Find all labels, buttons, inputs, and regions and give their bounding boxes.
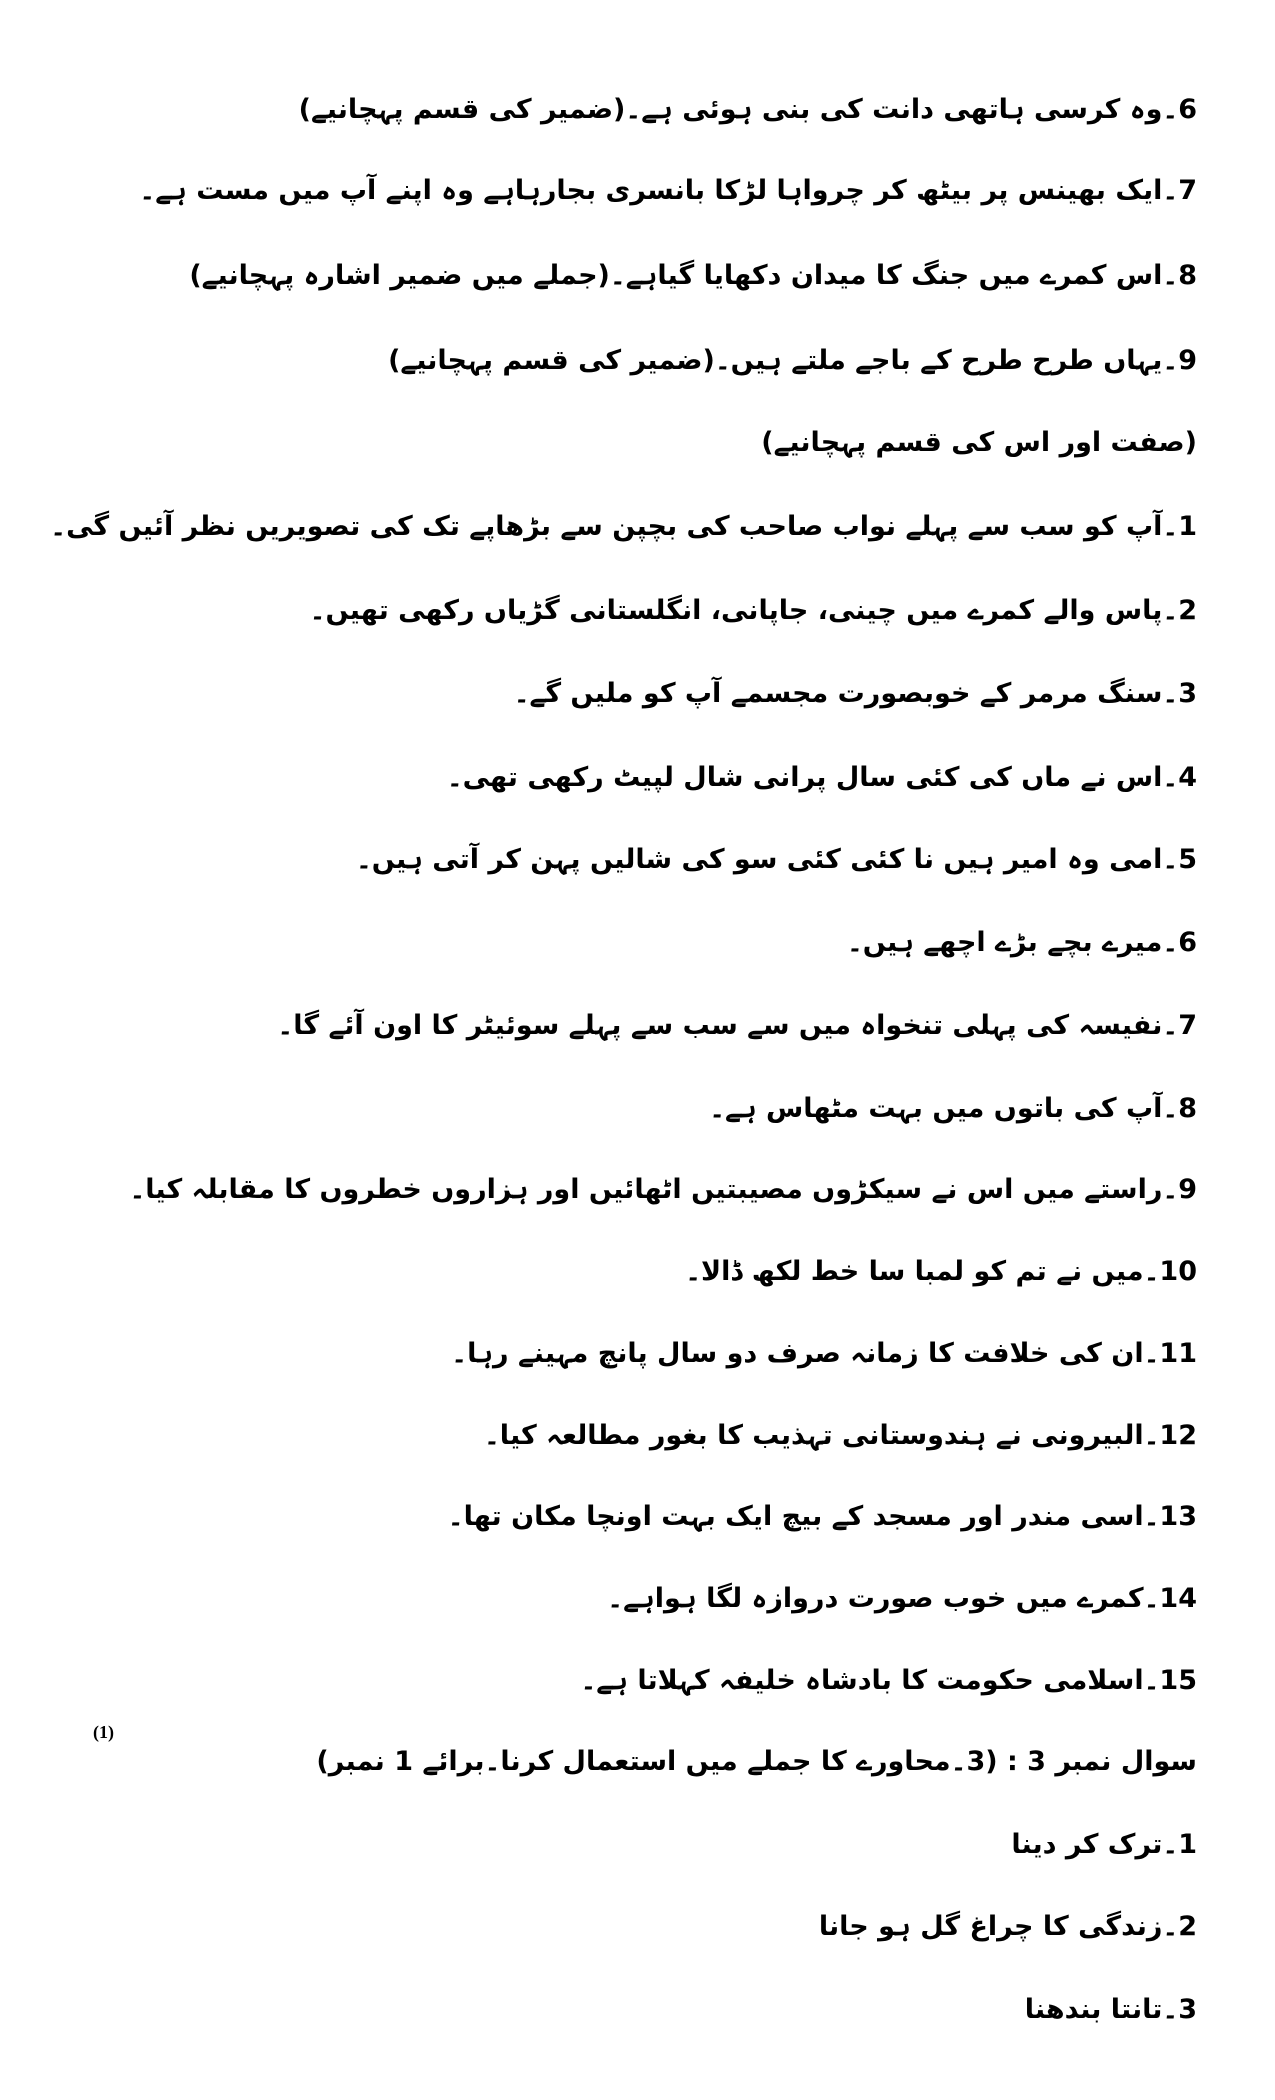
text-line-adjective-15: 15۔اسلامی حکومت کا بادشاہ خلیفہ کہلاتا ہے۔	[580, 1665, 1197, 1696]
text-line-adjective-10: 10۔میں نے تم کو لمبا سا خط لکھ ڈالا۔	[685, 1256, 1197, 1287]
idiom-item-3: 3۔تانتا بندھنا	[1024, 1994, 1197, 2025]
text-line-adjective-9: 9۔راستے میں اس نے سیکڑوں مصیبتیں اٹھائیں اور ہزاروں خطروں کا مقابلہ کیا۔	[129, 1174, 1197, 1205]
idiom-item-1: 1۔ترک کر دینا	[1011, 1829, 1197, 1860]
text-line-adjective-5: 5۔امی وہ امیر ہیں نا کئی کئی سو کی شالیں پہن کر آتی ہیں۔	[355, 844, 1197, 875]
section-heading-adjective: (صفت اور اس کی قسم پہچانیے)	[761, 427, 1197, 458]
idiom-item-2: 2۔زندگی کا چراغ گل ہو جانا	[818, 1911, 1197, 1942]
text-line-adjective-3: 3۔سنگ مرمر کے خوبصورت مجسمے آپ کو ملیں گے۔	[513, 678, 1197, 709]
text-line-pronoun-9: 9۔یہاں طرح طرح کے باجے ملتے ہیں۔(ضمیر کی قسم پہچانیے)	[388, 345, 1197, 376]
text-line-adjective-11: 11۔ان کی خلافت کا زمانہ صرف دو سال پانچ مہینے رہا۔	[451, 1338, 1197, 1369]
marks-indicator: (1)	[93, 1722, 114, 1742]
text-line-adjective-13: 13۔اسی مندر اور مسجد کے بیچ ایک بہت اونچا مکان تھا۔	[447, 1501, 1197, 1532]
text-line-pronoun-8: 8۔اس کمرے میں جنگ کا میدان دکھایا گیاہے۔(جملے میں ضمیر اشارہ پہچانیے)	[189, 260, 1197, 291]
text-line-adjective-8: 8۔آپ کی باتوں میں بہت مٹھاس ہے۔	[709, 1093, 1197, 1124]
text-line-pronoun-7: 7۔ایک بھینس پر بیٹھ کر چرواہا لڑکا بانسری بجارہاہے وہ اپنے آپ میں مست ہے۔	[139, 175, 1197, 206]
text-line-pronoun-6: 6۔وہ کرسی ہاتھی دانت کی بنی ہوئی ہے۔(ضمیر کی قسم پہچانیے)	[298, 94, 1197, 125]
text-line-adjective-2: 2۔پاس والے کمرے میں چینی، جاپانی، انگلستانی گڑیاں رکھی تھیں۔	[309, 595, 1197, 626]
text-line-adjective-6: 6۔میرے بچے بڑے اچھے ہیں۔	[846, 927, 1197, 958]
text-line-adjective-4: 4۔اس نے ماں کی کئی سال پرانی شال لپیٹ رکھی تھی۔	[446, 762, 1197, 793]
question-3-heading: سوال نمبر 3 : (3۔محاورے کا جملے میں استعمال کرنا۔برائے 1 نمبر)	[316, 1746, 1197, 1777]
text-line-adjective-14: 14۔کمرے میں خوب صورت دروازہ لگا ہواہے۔	[607, 1583, 1197, 1614]
text-line-adjective-7: 7۔نفیسہ کی پہلی تنخواہ میں سے سب سے پہلے سوئیٹر کا اون آئے گا۔	[277, 1010, 1197, 1041]
text-line-adjective-1: 1۔آپ کو سب سے پہلے نواب صاحب کی بچپن سے بڑھاپے تک کی تصویریں نظر آئیں گی۔	[50, 511, 1197, 542]
text-line-adjective-12: 12۔البیرونی نے ہندوستانی تہذیب کا بغور مطالعہ کیا۔	[483, 1420, 1197, 1451]
